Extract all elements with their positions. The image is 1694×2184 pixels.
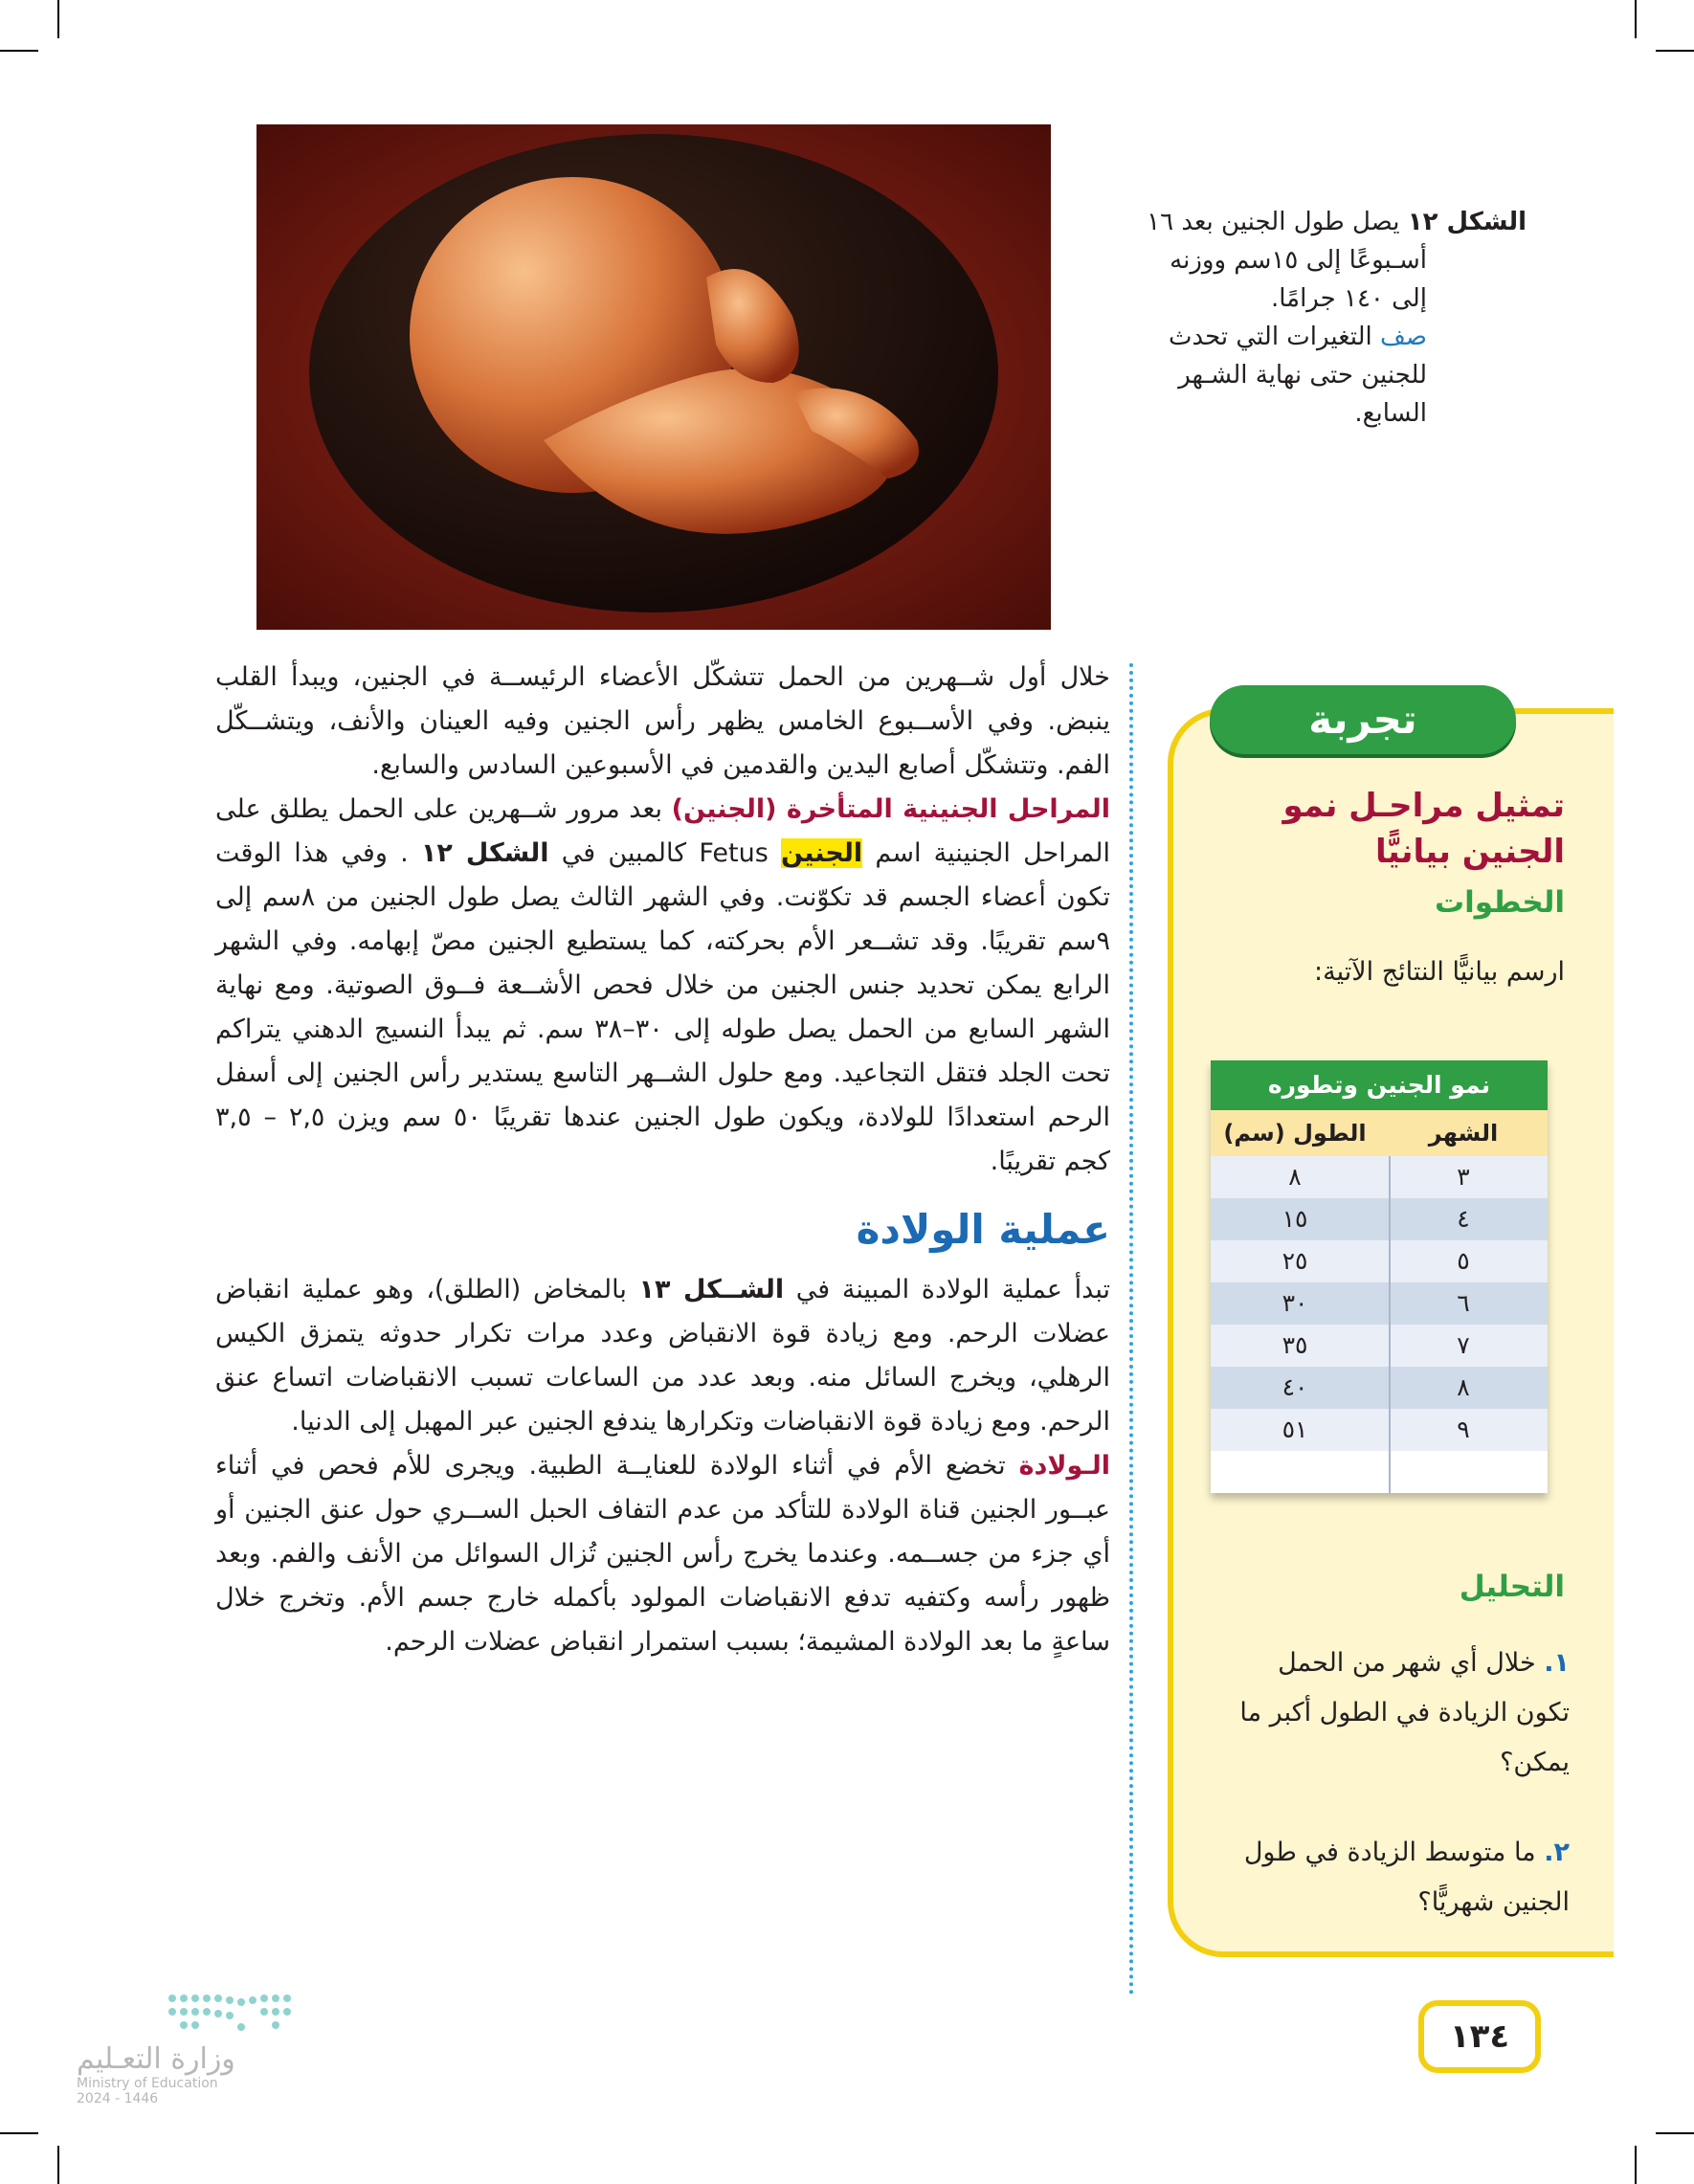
text-run: Fetus كالمبين في: [561, 838, 769, 868]
caption-line: أسـبوعًا إلى ١٥سم ووزنه: [1170, 246, 1427, 275]
ministry-logo: [77, 1989, 325, 2123]
experiment-tab: [1210, 685, 1516, 754]
question-number: ٢.: [1544, 1838, 1570, 1867]
column-divider: [1129, 663, 1133, 1995]
caption-line: [1120, 318, 1527, 356]
table-row: [1211, 1240, 1548, 1282]
figure-label: الشكل ١٢: [1407, 208, 1527, 236]
question-1: [1220, 1638, 1570, 1788]
table-title: نمو الجنين وتطوره: [1211, 1060, 1548, 1110]
ministry-arabic: وزارة التعـليم: [77, 2042, 235, 2076]
crop-mark: [1635, 0, 1637, 38]
text-run: بعد مرور شــهرين على الحمل يطلق على المراحل الجنينية اسم: [215, 794, 1110, 868]
ministry-dots-icon: [77, 1989, 325, 2037]
fetus-photo: [256, 124, 1051, 630]
caption-text: التغيرات التي تحدث: [1168, 323, 1372, 351]
caption-line: إلى ١٤٠ جرامًا.: [1270, 284, 1427, 313]
caption-line: السابع.: [1354, 399, 1427, 428]
fetus-illustration: [256, 124, 1051, 630]
crop-mark: [1656, 50, 1694, 52]
column-header-month: الشهر: [1428, 1120, 1499, 1147]
figure-reference: الشــكل ١٣: [638, 1275, 785, 1304]
main-text-column: [215, 656, 1110, 1664]
subheading-late-stages: المراحل الجنينية المتأخرة (الجنين): [671, 794, 1110, 824]
crop-mark: [0, 50, 38, 52]
cell-month: ٨: [1457, 1373, 1470, 1401]
steps-text: ارسم بيانيًّا النتائج الآتية:: [1314, 957, 1565, 987]
caption-line: للجنين حتى نهاية الشـهر: [1178, 361, 1427, 390]
text-run: . وفي هذا الوقت تكون أعضاء الجسم قد تكوّنت. وفي الشهر الثالث يصل طول الجنين من ٨سم إلى ٩سم تقريبًا. وقد تشــعر الأم بحركته، كما يستطيع الجنين مصّ إبهامه. وفي الشهر الرابع يمكن تحديد جنس الجنين من خلال فحص الأشــعة فــوق الصوتية. ومع نهاية الشهر السابع من الحمل يصل طوله إلى ٣٠–٣٨ سم. ثم يبدأ النسيج الدهني يتراكم تحت الجلد فتقل التجاعيد. ومع حلول الشــهر التاسع يستدير رأس الجنين إلى أسفل الرحم استعدادًا للولادة، ويكون طول الجنين عندها تقريبًا ٥٠ سم ويزن ٢,٥ – ٣,٥ كجم تقريبًا.: [215, 838, 1111, 1176]
table-row: [1211, 1325, 1548, 1367]
page-number: ١٣٤: [1418, 2000, 1541, 2073]
experiment-tab-label: تجربة: [1308, 696, 1417, 743]
cell-length: ٣٠: [1282, 1289, 1308, 1317]
table-header-row: [1211, 1110, 1548, 1156]
cell-month: ٩: [1457, 1415, 1470, 1443]
caption-text: يصل طول الجنين بعد ١٦: [1147, 208, 1400, 236]
key-term-birth: الـولادة: [1018, 1451, 1110, 1481]
analysis-heading: التحليل: [1459, 1570, 1565, 1604]
text-run: تخضع الأم في أثناء الولادة للعنايــة الطبية. ويجرى للأم فحص في أثناء عبــور الجنين قناة الولادة للتأكد من عدم التفاف الحبل الســري حول عنق الجنين أو أي جزء من جســمه. وعندما يخرج رأس الجنين تُزال السوائل من الأنف والفم. وبعد ظهور رأسه وكتفيه تدفع الانقباضات المولود بأكمله خارج جسم الأم. وتخرج خلال ساعةٍ ما بعد الولادة المشيمة؛ بسبب استمرار انقباض عضلات الرحم.: [215, 1451, 1110, 1657]
question-2: [1220, 1828, 1570, 1928]
table-row: [1211, 1282, 1548, 1325]
question-number: ١.: [1544, 1648, 1570, 1678]
paragraph: [215, 1444, 1110, 1664]
figure-caption: [1120, 203, 1527, 433]
cell-month: ٣: [1457, 1163, 1470, 1191]
text-run: بالمخاض (الطلق)، وهو عملية انقباض عضلات الرحم. ومع زيادة قوة الانقباض وعدد مرات تكرار حدوثه يتمزق الكيس الرهلي، ويخرج السائل منه. وبعد عدد من الساعات تسبب الانقباضات اتساع عنق الرحم. ومع زيادة قوة الانقباضات وتكرارها يندفع الجنين عبر المهبل إلى الدنيا.: [215, 1275, 1110, 1437]
ministry-english: Ministry of Education: [77, 2076, 218, 2091]
caption-verb: صف: [1380, 323, 1427, 351]
crop-mark: [1635, 2146, 1637, 2184]
crop-mark: [57, 0, 59, 38]
steps-heading: الخطوات: [1434, 885, 1565, 920]
cell-month: ٧: [1457, 1331, 1470, 1359]
question-text: ما متوسط الزيادة في طول الجنين شهريًّا؟: [1243, 1838, 1570, 1917]
crop-mark: [57, 2146, 59, 2184]
cell-length: ٢٥: [1282, 1247, 1308, 1275]
cell-length: ٤٠: [1282, 1373, 1308, 1401]
table-row: [1211, 1156, 1548, 1198]
text-run: تبدأ عملية الولادة المبينة في: [795, 1275, 1110, 1304]
caption-line: [1120, 203, 1527, 241]
experiment-title: تمثيل مراحـل نمو الجنين بيانيًّا: [1282, 787, 1565, 871]
question-text: خلال أي شهر من الحمل تكون الزيادة في الطول أكبر ما يمكن؟: [1239, 1648, 1570, 1777]
cell-length: ٥١: [1282, 1415, 1308, 1443]
key-term-fetus: الجنين: [780, 838, 863, 868]
crop-mark: [1656, 2132, 1694, 2134]
cell-month: ٤: [1457, 1205, 1470, 1233]
section-heading-birth: عملية الولادة: [856, 1206, 1110, 1253]
table-row: [1211, 1409, 1548, 1451]
crop-mark: [0, 2132, 38, 2134]
cell-length: ٨: [1288, 1163, 1302, 1191]
paragraph: [215, 788, 1110, 1184]
paragraph: [215, 1268, 1110, 1444]
cell-length: ٣٥: [1282, 1331, 1308, 1359]
cell-month: ٦: [1457, 1289, 1470, 1317]
cell-length: ١٥: [1282, 1205, 1308, 1233]
paragraph: خلال أول شــهرين من الحمل تتشكّل الأعضاء الرئيســة في الجنين، ويبدأ القلب ينبض. وفي الأســبوع الخامس يظهر رأس الجنين وفيه العينان والأنف، ويتشــكّل الفم. وتتشكّل أصابع اليدين والقدمين في الأسبوعين السادس والسابع.: [215, 662, 1110, 780]
growth-table: [1211, 1060, 1548, 1493]
table-column-divider: [1389, 1156, 1391, 1493]
ministry-year: 2024 - 1446: [77, 2091, 159, 2106]
column-header-length: الطول (سم): [1223, 1120, 1367, 1147]
table-row: [1211, 1367, 1548, 1409]
table-row: [1211, 1198, 1548, 1240]
cell-month: ٥: [1457, 1247, 1470, 1275]
figure-reference: الشكل ١٢: [420, 838, 549, 868]
